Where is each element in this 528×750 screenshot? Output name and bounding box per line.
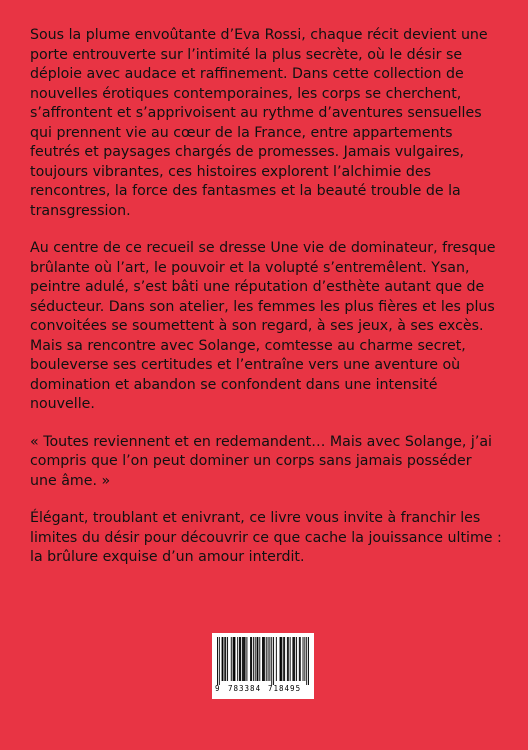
barcode-bar bbox=[290, 637, 291, 681]
barcode-bar bbox=[263, 637, 264, 681]
barcode-bar bbox=[283, 637, 284, 681]
barcode-bar bbox=[264, 637, 265, 681]
blurb-paragraph-quote: « Toutes reviennent et en redemandent… Mais avec Solange, j’ai compris que l’on peut dominer un corps sans jamais posséder une âme. » bbox=[30, 433, 492, 489]
barcode-right-group: 718495 bbox=[268, 684, 302, 693]
barcode-bar bbox=[222, 637, 223, 681]
barcode-bar bbox=[276, 637, 277, 681]
barcode-bar bbox=[227, 637, 228, 681]
barcode-bar bbox=[242, 637, 243, 681]
barcode-bar bbox=[240, 637, 241, 681]
barcode-bar bbox=[231, 637, 232, 681]
barcode-bar bbox=[255, 637, 256, 681]
barcode-bar bbox=[224, 637, 225, 681]
back-cover-blurb bbox=[30, 26, 502, 586]
barcode-bar bbox=[284, 637, 285, 681]
barcode-bar bbox=[293, 637, 294, 681]
barcode-bar bbox=[271, 637, 272, 685]
barcode-bar bbox=[308, 637, 309, 685]
barcode-bar bbox=[280, 637, 281, 681]
isbn-barcode bbox=[212, 633, 314, 699]
blurb-paragraph-intro: Sous la plume envoûtante d’Eva Rossi, chaque récit devient une porte entrouverte sur l’intimité la plus secrète, où le désir se déploie avec audace et raffinement. Dans cette collection de nouvelles érotiques contemporaines, les corps se cherchent, s’affrontent et s’apprivoisent au rythme d’aventures sensuelles qui prennent vie au cœur de la France, entre appartements feutrés et paysages chargés de promesses. Jamais vulgaires, toujours vibrantes, ces histoires explorent l’alchimie des rencontres, la force des fantasmes et la beauté trouble de la transgression. bbox=[30, 27, 488, 219]
barcode-bar bbox=[288, 637, 289, 681]
barcode-bar bbox=[292, 637, 293, 681]
barcode-bars bbox=[217, 637, 309, 685]
barcode-bar bbox=[294, 637, 295, 681]
barcode-bar bbox=[219, 637, 220, 685]
barcode-bar bbox=[234, 637, 235, 681]
blurb-paragraph-synopsis: Au centre de ce recueil se dresse Une vie de dominateur, fresque brûlante où l’art, le pouvoir et la volupté s’entremêlent. Ysan, peintre adulé, s’est bâti une réputation d’esthète autant que de séducteur. Dans son atelier, les femmes les plus fières et les plus convoitées se soumettent à son regard, à ses jeux, à ses excès. Mais sa rencontre avec Solange, comtesse au charme secret, bouleverse ses certitudes et l’entraîne vers une aventure où domination et abandon se confondent dans une intensité nouvelle. bbox=[30, 240, 496, 412]
barcode-bar bbox=[257, 637, 258, 681]
barcode-bar bbox=[281, 637, 282, 681]
barcode-bar bbox=[217, 637, 218, 685]
barcode-bar bbox=[244, 637, 245, 681]
barcode-digits bbox=[212, 683, 314, 695]
barcode-bar bbox=[246, 637, 247, 681]
blurb-paragraph-closing: Élégant, troublant et enivrant, ce livre vous invite à franchir les limites du désir pour découvrir ce que cache la jouissance ultime : la brûlure exquise d’un amour interdit. bbox=[30, 510, 502, 565]
barcode-bar bbox=[253, 637, 254, 681]
barcode-bar bbox=[303, 637, 304, 681]
barcode-bar bbox=[243, 637, 244, 681]
barcode-bar bbox=[300, 637, 301, 681]
barcode-bar bbox=[287, 637, 288, 681]
barcode-bar bbox=[273, 637, 274, 685]
barcode-bar bbox=[233, 637, 234, 681]
barcode-bar bbox=[268, 637, 269, 681]
barcode-bar bbox=[304, 637, 305, 681]
barcode-bar bbox=[250, 637, 251, 681]
barcode-bar bbox=[225, 637, 226, 681]
barcode-bar bbox=[234, 637, 235, 681]
barcode-bar bbox=[269, 637, 270, 681]
barcode-bar bbox=[259, 637, 260, 681]
barcode-left-group: 783384 bbox=[228, 684, 262, 693]
barcode-bar bbox=[237, 637, 238, 681]
barcode-bar bbox=[245, 637, 246, 681]
barcode-bar bbox=[280, 637, 281, 681]
barcode-bar bbox=[257, 637, 258, 681]
barcode-bar bbox=[299, 637, 300, 681]
barcode-bar bbox=[296, 637, 297, 681]
barcode-bar bbox=[266, 637, 267, 681]
barcode-bar bbox=[223, 637, 224, 681]
barcode-bar bbox=[306, 637, 307, 685]
barcode-lead-digit: 9 bbox=[215, 684, 220, 693]
barcode-bar bbox=[251, 637, 252, 681]
barcode-bar bbox=[239, 637, 240, 681]
barcode-bar bbox=[262, 637, 263, 681]
